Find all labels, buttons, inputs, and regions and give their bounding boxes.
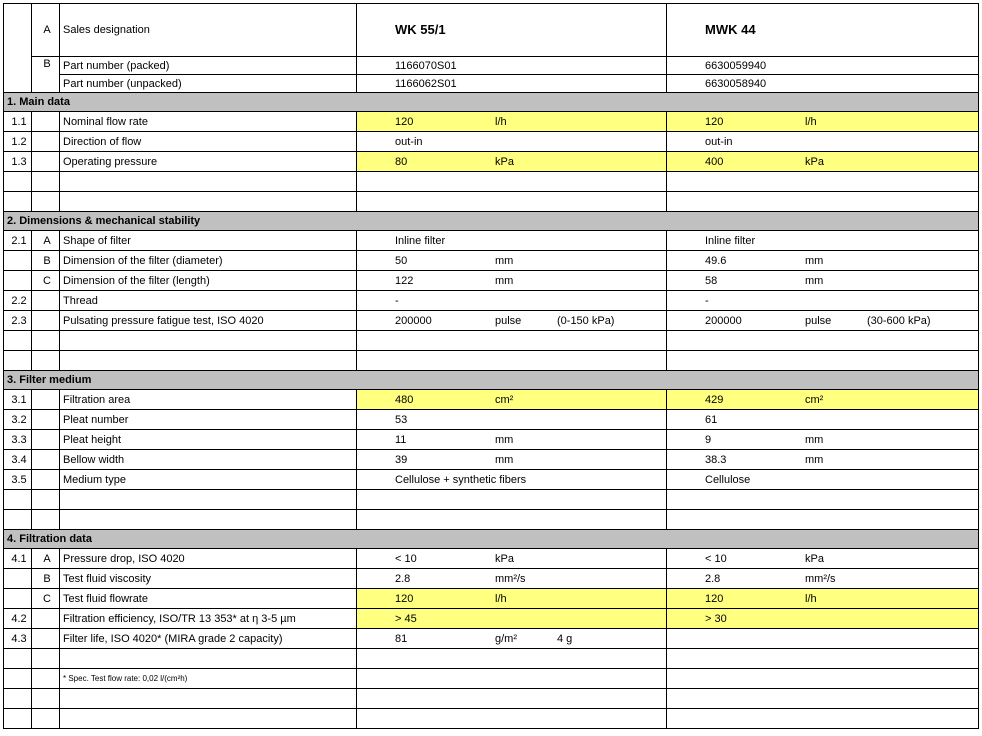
empty-cell — [60, 172, 357, 192]
footnote-text: * Spec. Test flow rate: 0,02 l/(cm²h) — [60, 669, 357, 689]
table-row — [4, 609, 979, 629]
empty-cell — [32, 510, 60, 530]
p1-value-group — [360, 115, 666, 129]
p1-unit: l/h — [495, 115, 507, 128]
table-row — [4, 589, 979, 609]
p2-value: 2.8 — [705, 572, 721, 585]
p1-unit: g/m² — [495, 632, 517, 645]
empty-cell — [60, 192, 357, 212]
p1-value-cell — [357, 231, 667, 251]
p1-note: (0-150 kPa) — [557, 314, 615, 327]
empty-cell — [4, 192, 32, 212]
empty-cell — [667, 490, 979, 510]
spec-table — [3, 3, 979, 729]
row-label: Direction of flow — [60, 132, 357, 152]
p2-value: 120 — [705, 115, 724, 128]
table-row — [4, 251, 979, 271]
section-header — [4, 530, 979, 549]
row-label: Nominal flow rate — [60, 112, 357, 132]
p2-value: 58 — [705, 274, 718, 287]
p2-value-group — [670, 254, 978, 268]
p2-value-group — [670, 294, 978, 308]
table-row — [4, 271, 979, 291]
p2-value: 200000 — [705, 314, 742, 327]
p1-value-group — [360, 453, 666, 467]
p2-value-group — [670, 314, 978, 328]
p1-value: Inline filter — [395, 234, 446, 247]
row-sub-label — [32, 450, 60, 470]
footnote-row — [4, 669, 979, 689]
table-row — [4, 470, 979, 490]
row-sub-label — [32, 112, 60, 132]
row-number — [4, 589, 32, 609]
empty-cell — [357, 172, 667, 192]
empty-cell — [32, 669, 60, 689]
p1-value-cell — [357, 549, 667, 569]
p1-value: 2.8 — [395, 572, 411, 585]
p1-unit: mm — [495, 433, 514, 446]
p2-value-cell — [667, 251, 979, 271]
empty-row — [4, 689, 979, 709]
p1-value: < 10 — [395, 552, 417, 565]
empty-cell — [32, 709, 60, 729]
empty-cell — [357, 689, 667, 709]
p2-value-cell — [667, 430, 979, 450]
empty-cell — [4, 689, 32, 709]
product2-name: MWK 44 — [667, 4, 979, 57]
row-number: 4.1 — [4, 549, 32, 569]
empty-cell — [4, 351, 32, 371]
p2-value-cell — [667, 271, 979, 291]
p2-value: > 30 — [705, 612, 727, 625]
p2-value-cell — [667, 112, 979, 132]
p2-value: < 10 — [705, 552, 727, 565]
p1-value-cell — [357, 291, 667, 311]
empty-cell — [32, 331, 60, 351]
empty-cell — [667, 331, 979, 351]
row-number: 1.3 — [4, 152, 32, 172]
table-row — [4, 231, 979, 251]
p2-unit: kPa — [805, 155, 824, 168]
table-row — [4, 112, 979, 132]
p2-value: Cellulose — [705, 473, 751, 486]
empty-cell — [60, 351, 357, 371]
p2-value: 38.3 — [705, 453, 727, 466]
row-sub-label — [32, 291, 60, 311]
p2-unit: l/h — [805, 592, 817, 605]
row-sub-label — [32, 311, 60, 331]
p2-value-group — [670, 155, 978, 169]
empty-cell — [4, 490, 32, 510]
empty-cell — [32, 172, 60, 192]
p2-value-group — [670, 433, 978, 447]
p1-value: 53 — [395, 413, 408, 426]
row-label: Filtration area — [60, 390, 357, 410]
p1-value-group — [360, 393, 666, 407]
row-sub-label: B — [32, 251, 60, 271]
p1-value-group — [360, 552, 666, 566]
p2-value-cell — [667, 589, 979, 609]
empty-cell — [667, 351, 979, 371]
empty-cell — [32, 649, 60, 669]
p2-value-cell — [667, 549, 979, 569]
empty-cell — [357, 709, 667, 729]
p1-value: 11 — [395, 433, 407, 446]
p1-unit: mm — [495, 254, 514, 267]
p2-value-group — [670, 592, 978, 606]
empty-cell — [4, 510, 32, 530]
p1-value-cell — [357, 311, 667, 331]
row-number: 2.3 — [4, 311, 32, 331]
p1-value: 80 — [395, 155, 408, 168]
empty-cell — [32, 490, 60, 510]
empty-row — [4, 649, 979, 669]
row-sub-label: A — [32, 549, 60, 569]
p2-value-group — [670, 115, 978, 129]
row-label: Operating pressure — [60, 152, 357, 172]
row-sub-label: C — [32, 271, 60, 291]
p2-value-group — [670, 413, 978, 427]
p1-value-group — [360, 473, 666, 487]
p2-value-group — [670, 612, 978, 626]
p2-unit: cm² — [805, 393, 824, 406]
row-number: 3.2 — [4, 410, 32, 430]
empty-cell — [667, 709, 979, 729]
row-label: Filtration efficiency, ISO/TR 13 353* at η 3-5 µm — [60, 609, 357, 629]
header-title-part-packed: Part number (packed) — [60, 57, 357, 75]
empty-cell — [60, 490, 357, 510]
product1-part-unpacked: 1166062S01 — [357, 75, 667, 93]
p2-value: Inline filter — [705, 234, 756, 247]
empty-row — [4, 331, 979, 351]
p1-unit: kPa — [495, 552, 514, 565]
row-label: Filter life, ISO 4020* (MIRA grade 2 capacity) — [60, 629, 357, 649]
empty-cell — [357, 669, 667, 689]
p2-unit: kPa — [805, 552, 824, 565]
p1-value: out-in — [395, 135, 423, 148]
row-label: Pulsating pressure fatigue test, ISO 4020 — [60, 311, 357, 331]
empty-cell — [4, 331, 32, 351]
header-sub-a: A — [32, 4, 60, 57]
p1-value: 122 — [395, 274, 414, 287]
p1-value-group — [360, 433, 666, 447]
table-row — [4, 390, 979, 410]
row-number: 3.4 — [4, 450, 32, 470]
row-label: Pressure drop, ISO 4020 — [60, 549, 357, 569]
p2-value-cell — [667, 231, 979, 251]
p2-unit: mm — [805, 453, 824, 466]
section-title: 4. Filtration data — [4, 530, 979, 549]
row-number — [4, 271, 32, 291]
p2-value-cell — [667, 291, 979, 311]
empty-cell — [667, 649, 979, 669]
empty-cell — [667, 172, 979, 192]
table-row — [4, 549, 979, 569]
empty-cell — [667, 689, 979, 709]
empty-cell — [32, 351, 60, 371]
empty-cell — [4, 649, 32, 669]
p1-value-group — [360, 274, 666, 288]
row-sub-label — [32, 132, 60, 152]
row-label: Dimension of the filter (diameter) — [60, 251, 357, 271]
row-label: Pleat height — [60, 430, 357, 450]
p1-value-group — [360, 294, 666, 308]
empty-cell — [667, 192, 979, 212]
empty-row — [4, 490, 979, 510]
p1-value-cell — [357, 390, 667, 410]
p2-value-group — [670, 453, 978, 467]
p2-value: 9 — [705, 433, 712, 446]
header-title-part-unpacked: Part number (unpacked) — [60, 75, 357, 93]
p1-value-group — [360, 314, 666, 328]
p1-value-group — [360, 592, 666, 606]
table-row — [4, 311, 979, 331]
row-number — [4, 251, 32, 271]
p2-value-cell — [667, 629, 979, 649]
p1-value: 120 — [395, 592, 414, 605]
p1-value-cell — [357, 569, 667, 589]
row-label: Dimension of the filter (length) — [60, 271, 357, 291]
empty-cell — [60, 649, 357, 669]
empty-cell — [357, 331, 667, 351]
empty-cell — [60, 689, 357, 709]
p2-value: 49.6 — [705, 254, 727, 267]
section-header — [4, 212, 979, 231]
p2-value-group — [670, 234, 978, 248]
product1-part-packed: 1166070S01 — [357, 57, 667, 75]
table-row — [4, 430, 979, 450]
p1-value: 480 — [395, 393, 414, 406]
p2-unit: mm — [805, 433, 824, 446]
p2-value: out-in — [705, 135, 733, 148]
p2-value: - — [705, 294, 709, 307]
p2-value-cell — [667, 311, 979, 331]
row-number — [4, 569, 32, 589]
p1-unit: mm²/s — [495, 572, 526, 585]
row-sub-label: C — [32, 589, 60, 609]
row-sub-label — [32, 390, 60, 410]
section-title: 1. Main data — [4, 93, 979, 112]
p1-value-group — [360, 254, 666, 268]
empty-cell — [60, 510, 357, 530]
table-row — [4, 410, 979, 430]
p1-unit: l/h — [495, 592, 507, 605]
empty-row — [4, 510, 979, 530]
empty-cell — [357, 351, 667, 371]
p1-value-cell — [357, 112, 667, 132]
product2-part-packed: 6630059940 — [667, 57, 979, 75]
empty-cell — [4, 709, 32, 729]
row-number: 4.2 — [4, 609, 32, 629]
p1-unit: mm — [495, 274, 514, 287]
p1-value-cell — [357, 271, 667, 291]
p1-value-cell — [357, 251, 667, 271]
p2-value-cell — [667, 609, 979, 629]
product1-name: WK 55/1 — [357, 4, 667, 57]
p2-value-cell — [667, 390, 979, 410]
row-label: Bellow width — [60, 450, 357, 470]
empty-cell — [4, 669, 32, 689]
empty-cell — [32, 192, 60, 212]
p1-value-cell — [357, 152, 667, 172]
table-row — [4, 152, 979, 172]
p1-value-group — [360, 135, 666, 149]
row-label: Shape of filter — [60, 231, 357, 251]
section-header — [4, 93, 979, 112]
row-sub-label — [32, 152, 60, 172]
row-number: 4.3 — [4, 629, 32, 649]
empty-cell — [357, 192, 667, 212]
p1-value-cell — [357, 450, 667, 470]
table-row — [4, 291, 979, 311]
p1-value-cell — [357, 470, 667, 490]
p2-value-cell — [667, 410, 979, 430]
p2-value: 400 — [705, 155, 724, 168]
p2-value-group — [670, 552, 978, 566]
row-label: Test fluid flowrate — [60, 589, 357, 609]
row-label: Medium type — [60, 470, 357, 490]
row-number: 3.1 — [4, 390, 32, 410]
p2-unit: pulse — [805, 314, 832, 327]
header-row-part-unpacked — [4, 75, 979, 93]
section-header — [4, 371, 979, 390]
p1-value-group — [360, 632, 666, 646]
table-row — [4, 450, 979, 470]
row-label: Thread — [60, 291, 357, 311]
p2-value-group — [670, 135, 978, 149]
p1-value: 39 — [395, 453, 408, 466]
p2-value-cell — [667, 152, 979, 172]
product2-part-unpacked: 6630058940 — [667, 75, 979, 93]
p2-value-group — [670, 572, 978, 586]
row-number: 2.1 — [4, 231, 32, 251]
p1-value: 81 — [395, 632, 408, 645]
empty-row — [4, 192, 979, 212]
spec-sheet — [3, 3, 978, 736]
p1-unit: mm — [495, 453, 514, 466]
empty-cell — [357, 490, 667, 510]
p1-value-group — [360, 155, 666, 169]
p2-value-group — [670, 473, 978, 487]
empty-cell — [357, 510, 667, 530]
table-row — [4, 569, 979, 589]
p1-value: 200000 — [395, 314, 432, 327]
table-row — [4, 629, 979, 649]
empty-row — [4, 172, 979, 192]
p2-value-group — [670, 393, 978, 407]
row-sub-label — [32, 430, 60, 450]
p1-value-group — [360, 572, 666, 586]
p2-value: 61 — [705, 413, 718, 426]
p2-value-cell — [667, 569, 979, 589]
p1-note: 4 g — [557, 632, 573, 645]
p1-unit: pulse — [495, 314, 522, 327]
row-sub-label — [32, 410, 60, 430]
empty-cell — [32, 689, 60, 709]
p1-value: Cellulose + synthetic fibers — [395, 473, 527, 486]
empty-cell — [357, 649, 667, 669]
p2-value: 429 — [705, 393, 724, 406]
p1-unit: kPa — [495, 155, 514, 168]
p2-unit: l/h — [805, 115, 817, 128]
p1-unit: cm² — [495, 393, 514, 406]
header-row-part-packed — [4, 57, 979, 75]
empty-cell — [60, 709, 357, 729]
row-sub-label — [32, 629, 60, 649]
header-title-sales: Sales designation — [60, 4, 357, 57]
row-number: 2.2 — [4, 291, 32, 311]
p2-value-cell — [667, 132, 979, 152]
empty-cell — [667, 510, 979, 530]
header-sub-b: B — [32, 57, 60, 93]
p1-value-cell — [357, 629, 667, 649]
p1-value-cell — [357, 430, 667, 450]
p2-unit: mm — [805, 254, 824, 267]
empty-cell — [667, 669, 979, 689]
p2-unit: mm — [805, 274, 824, 287]
p1-value-cell — [357, 609, 667, 629]
section-title: 3. Filter medium — [4, 371, 979, 390]
p1-value: 120 — [395, 115, 414, 128]
empty-cell — [4, 172, 32, 192]
empty-row — [4, 709, 979, 729]
section-title: 2. Dimensions & mechanical stability — [4, 212, 979, 231]
row-number: 1.2 — [4, 132, 32, 152]
table-row — [4, 132, 979, 152]
header-num-cell — [4, 4, 32, 93]
p1-value-group — [360, 413, 666, 427]
header-row-sales-designation — [4, 4, 979, 57]
row-number: 1.1 — [4, 112, 32, 132]
p1-value: - — [395, 294, 399, 307]
p1-value-group — [360, 612, 666, 626]
row-label: Pleat number — [60, 410, 357, 430]
p2-value: 120 — [705, 592, 724, 605]
row-sub-label — [32, 470, 60, 490]
p1-value: 50 — [395, 254, 408, 267]
p1-value-cell — [357, 589, 667, 609]
p2-value-group — [670, 632, 978, 646]
row-label: Test fluid viscosity — [60, 569, 357, 589]
p1-value-group — [360, 234, 666, 248]
empty-cell — [60, 331, 357, 351]
p2-note: (30-600 kPa) — [867, 314, 931, 327]
row-sub-label: A — [32, 231, 60, 251]
row-sub-label: B — [32, 569, 60, 589]
row-sub-label — [32, 609, 60, 629]
p1-value-cell — [357, 410, 667, 430]
empty-row — [4, 351, 979, 371]
p2-value-cell — [667, 450, 979, 470]
row-number: 3.3 — [4, 430, 32, 450]
p2-unit: mm²/s — [805, 572, 836, 585]
row-number: 3.5 — [4, 470, 32, 490]
p2-value-group — [670, 274, 978, 288]
p1-value: > 45 — [395, 612, 417, 625]
p2-value-cell — [667, 470, 979, 490]
p1-value-cell — [357, 132, 667, 152]
